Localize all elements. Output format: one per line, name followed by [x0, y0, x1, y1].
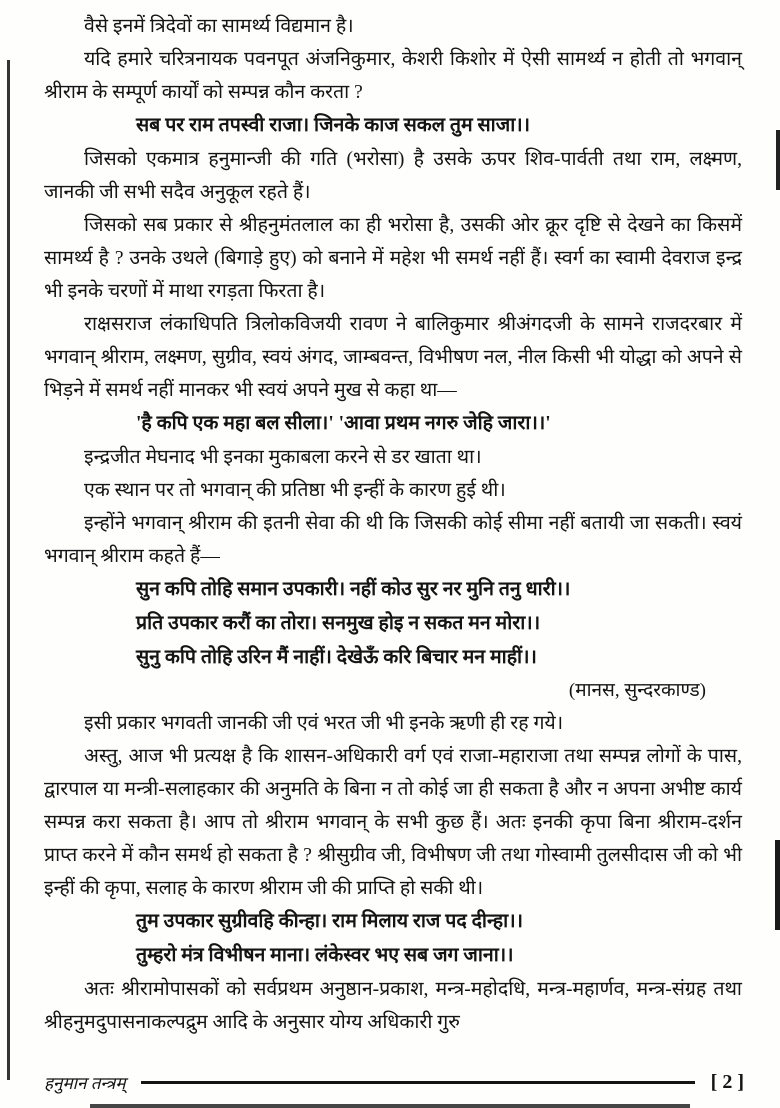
text-paragraph: अस्तु, आज भी प्रत्यक्ष है कि शासन-अधिकारी वर्ग एवं राजा-महाराजा तथा सम्पन्न लोगों के पास, द्वारपाल या मन्त्री-सलाहकार की अनुमति के बिना न तो कोई जा ही सकता है और न अपना अभीष्ट कार्य सम्पन्न करा सकता है। आप तो श्रीराम भगवान् के सभी कुछ हैं। अतः इनकी कृपा बिना श्रीराम-दर्शन प्राप्त करने में कौन समर्थ हो सकता है ? श्रीसुग्रीव जी, विभीषण जी तथा गोस्वामी तुलसीदास जी को भी इन्हीं की कृपा, सलाह के कारण श्रीराम जी की प्राप्ति हो सकी थी।	[44, 746, 742, 899]
scan-artifact-left-edge	[7, 60, 10, 1080]
scan-artifact-right-edge	[775, 840, 780, 930]
verse-line: तुम उपकार सुग्रीवहि कीन्हा। राम मिलाय राज पद दीन्हा।।	[136, 911, 523, 932]
verse-line: तुम्हरो मंत्र विभीषन माना। लंकेस्वर भए सब जग जाना।।	[136, 945, 514, 966]
footer-rule	[141, 1081, 694, 1084]
verse-line: सुनु कपि तोहि उरिन मैं नाहीं। देखेऊँ करि बिचार मन माहीं।।	[136, 647, 537, 668]
text-paragraph: अतः श्रीरामोपासकों को सर्वप्रथम अनुष्ठान-प्रकाश, मन्त्र-महोदधि, मन्त्र-महार्णव, मन्त्र-संग्रह तथा श्रीहनुमदुपासनाकल्पद्रुम आदि के अनुसार योग्य अधिकारी गुरु	[44, 979, 742, 1033]
text-paragraph: इन्होंने भगवान् श्रीराम की इतनी सेवा की थी कि जिसकी कोई सीमा नहीं बतायी जा सकती। स्वयं भगवान् श्रीराम कहते हैं—	[44, 513, 742, 567]
text-paragraph: जिसको सब प्रकार से श्रीहनुमंतलाल का ही भरोसा है, उसकी ओर क्रूर दृष्टि से देखने का किसमें सामर्थ्य है ? उनके उथले (बिगाड़े हुए) को बनाने में महेश भी समर्थ नहीं हैं। स्वर्ग का स्वामी देवराज इन्द्र भी इनके चरणों में माथा रगड़ता फिरता है।	[44, 215, 742, 302]
text-paragraph: जिसको एकमात्र हनुमान्जी की गति (भरोसा) है उसके ऊपर शिव-पार्वती तथा राम, लक्ष्मण, जानकी जी सभी सदैव अनुकूल रहते हैं।	[44, 149, 742, 203]
scan-artifact-right-edge	[776, 130, 780, 190]
text-paragraph: एक स्थान पर तो भगवान् की प्रतिष्ठा भी इन्हीं के कारण हुई थी।	[84, 480, 506, 501]
text-paragraph: राक्षसराज लंकाधिपति त्रिलोकविजयी रावण ने बालिकुमार श्रीअंगदजी के सामने राजदरबार में भगवान् श्रीराम, लक्ष्मण, सुग्रीव, स्वयं अंगद, जाम्बवन्त, विभीषण नल, नील किसी भी योद्धा को अपने से भिड़ने में समर्थ नहीं मानकर भी स्वयं अपने मुख से कहा था—	[44, 314, 742, 401]
text-paragraph: यदि हमारे चरित्रनायक पवनपूत अंजनिकुमार, केशरी किशोर में ऐसी सामर्थ्य न होती तो भगवान् श्रीराम के सम्पूर्ण कार्यों को सम्पन्न कौन करता ?	[44, 49, 742, 103]
text-paragraph: इन्द्रजीत मेघनाद भी इनका मुकाबला करने से डर खाता था।	[84, 447, 482, 468]
page-footer	[44, 1071, 744, 1094]
verse-line: सब पर राम तपस्वी राजा। जिनके काज सकल तुम साजा।।	[136, 115, 531, 136]
page-number: [ 2 ]	[710, 1071, 744, 1093]
text-paragraph: वैसे इनमें त्रिदेवों का सामर्थ्य विद्यमान है।	[84, 16, 354, 37]
verse-line: प्रति उपकार करौं का तोरा। सनमुख होइ न सकत मन मोरा।।	[136, 613, 541, 634]
footer-book-title: हनुमान तन्त्रम्	[44, 1074, 126, 1093]
verse-line: सुन कपि तोहि समान उपकारी। नहीं कोउ सुर नर मुनि तनु धारी।।	[136, 579, 571, 600]
scan-artifact-bottom-edge	[90, 1104, 690, 1108]
verse-attribution: (मानस, सुन्दरकाण्ड)	[568, 680, 706, 701]
verse-line: 'है कपि एक महा बल सीला।' 'आवा प्रथम नगरु जेहि जारा।।'	[136, 413, 551, 434]
page-body-text	[44, 10, 742, 1039]
text-paragraph: इसी प्रकार भगवती जानकी जी एवं भरत जी भी इनके ऋणी ही रह गये।	[84, 713, 564, 734]
